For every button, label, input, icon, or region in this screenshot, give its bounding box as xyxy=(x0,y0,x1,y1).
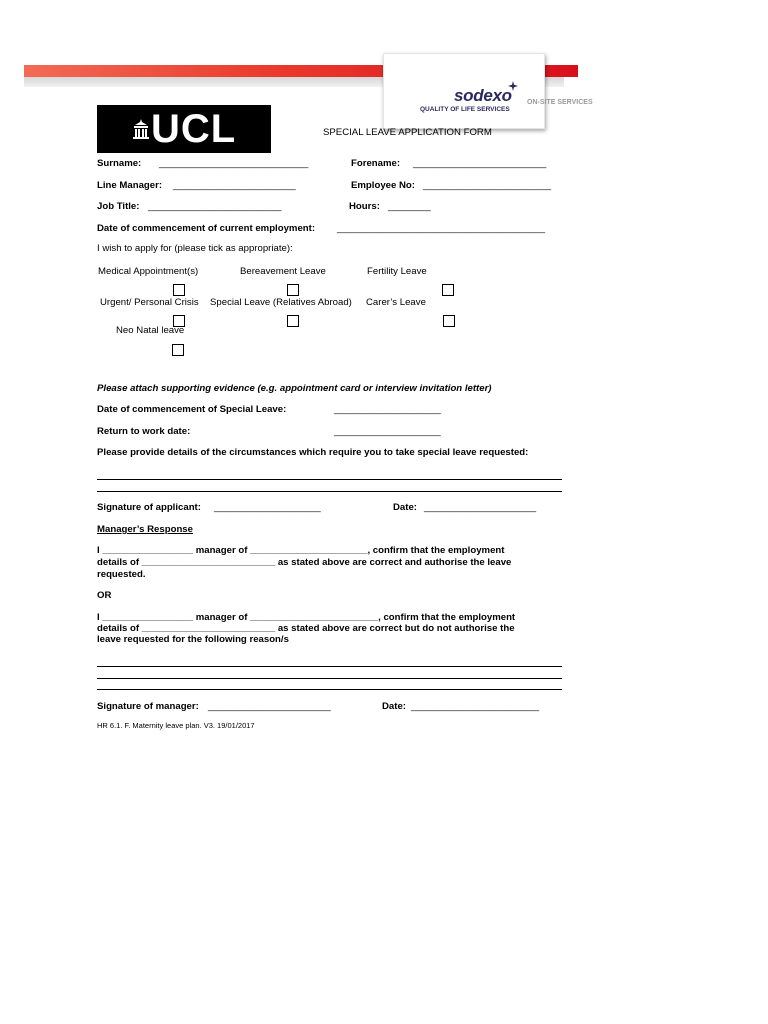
onsite-services-label: ON-SITE SERVICES xyxy=(527,99,593,106)
option-fertility-label: Fertility Leave xyxy=(367,266,427,277)
or-separator: OR xyxy=(97,590,112,601)
form-title: SPECIAL LEAVE APPLICATION FORM xyxy=(323,127,492,138)
special-leave-start-field[interactable]: ____________________ xyxy=(334,404,441,415)
apply-intro: I wish to apply for (please tick as appropriate): xyxy=(97,243,293,254)
sodexo-logo xyxy=(383,53,545,129)
details-prompt: Please provide details of the circumstances which require you to take special leave requested: xyxy=(97,447,529,458)
manager-date-label: Date: xyxy=(382,701,406,712)
surname-label: Surname: xyxy=(97,158,142,169)
hours-label: Hours: xyxy=(349,201,380,212)
option-carers-label: Carer’s Leave xyxy=(366,297,426,308)
line-manager-field[interactable]: _______________________ xyxy=(173,180,296,191)
forename-label: Forename: xyxy=(351,158,401,169)
hours-field[interactable]: ________ xyxy=(388,201,431,212)
reason-line-3[interactable] xyxy=(97,689,562,690)
ucl-logo xyxy=(97,105,271,153)
applicant-signature-field[interactable]: ____________________ xyxy=(214,502,321,513)
option-fertility-checkbox[interactable] xyxy=(442,284,454,296)
return-to-work-field[interactable]: ____________________ xyxy=(334,426,441,437)
details-line-2[interactable] xyxy=(97,491,562,492)
manager-date-field[interactable]: ________________________ xyxy=(411,701,540,712)
option-bereavement-label: Bereavement Leave xyxy=(240,266,326,277)
option-special-relatives-label: Special Leave (Relatives Abroad) xyxy=(210,297,352,308)
sodexo-tagline: QUALITY OF LIFE SERVICES xyxy=(420,106,510,113)
decline-line-2: details of _________________________ as stated above are correct but do not authorise the xyxy=(97,623,515,634)
manager-response-heading: Manager’s Response xyxy=(97,524,193,535)
authorise-line-2: details of _________________________ as stated above are correct and authorise the leave xyxy=(97,557,512,568)
forename-field[interactable]: _________________________ xyxy=(413,158,547,169)
option-special-relatives-checkbox[interactable] xyxy=(287,315,299,327)
commencement-field[interactable]: _______________________________________ xyxy=(337,223,546,234)
return-to-work-label: Return to work date: xyxy=(97,426,191,437)
line-manager-label: Line Manager: xyxy=(97,180,163,191)
ucl-wordmark: UCL xyxy=(151,107,237,151)
decline-line-3: leave requested for the following reason/s xyxy=(97,634,289,645)
option-bereavement-checkbox[interactable] xyxy=(287,284,299,296)
employee-no-field[interactable]: ________________________ xyxy=(423,180,552,191)
job-title-label: Job Title: xyxy=(97,201,140,212)
option-medical-checkbox[interactable] xyxy=(173,284,185,296)
employee-no-label: Employee No: xyxy=(351,180,415,191)
commencement-label: Date of commencement of current employment: xyxy=(97,223,316,234)
attach-evidence-note: Please attach supporting evidence (e.g. appointment card or interview invitation letter) xyxy=(97,383,492,394)
reason-line-1[interactable] xyxy=(97,666,562,667)
reason-line-2[interactable] xyxy=(97,678,562,679)
details-line-1[interactable] xyxy=(97,479,562,480)
option-carers-checkbox[interactable] xyxy=(443,315,455,327)
applicant-date-label: Date: xyxy=(393,502,417,513)
manager-signature-label: Signature of manager: xyxy=(97,701,199,712)
option-neonatal-label: Neo Natal leave xyxy=(116,325,185,336)
manager-signature-field[interactable]: _______________________ xyxy=(208,701,331,712)
sodexo-wordmark: sodexo xyxy=(454,86,512,105)
document-reference: HR 6.1. F. Maternity leave plan. V3. 19/01/2017 xyxy=(97,721,255,730)
applicant-signature-label: Signature of applicant: xyxy=(97,502,201,513)
decline-line-1: I _________________ manager of ________________________, confirm that the employment xyxy=(97,612,516,623)
sodexo-star-icon xyxy=(508,81,518,91)
authorise-line-1: I _________________ manager of ______________________, confirm that the employment xyxy=(97,545,505,556)
job-title-field[interactable]: _________________________ xyxy=(148,201,282,212)
option-neonatal-checkbox[interactable] xyxy=(172,344,184,356)
special-leave-start-label: Date of commencement of Special Leave: xyxy=(97,404,287,415)
ucl-portico-icon xyxy=(133,119,149,139)
option-medical-label: Medical Appointment(s) xyxy=(98,266,199,277)
option-urgent-label: Urgent/ Personal Crisis xyxy=(100,297,199,308)
applicant-date-field[interactable]: _____________________ xyxy=(424,502,537,513)
authorise-line-3: requested. xyxy=(97,569,146,580)
surname-field[interactable]: ____________________________ xyxy=(159,158,309,169)
